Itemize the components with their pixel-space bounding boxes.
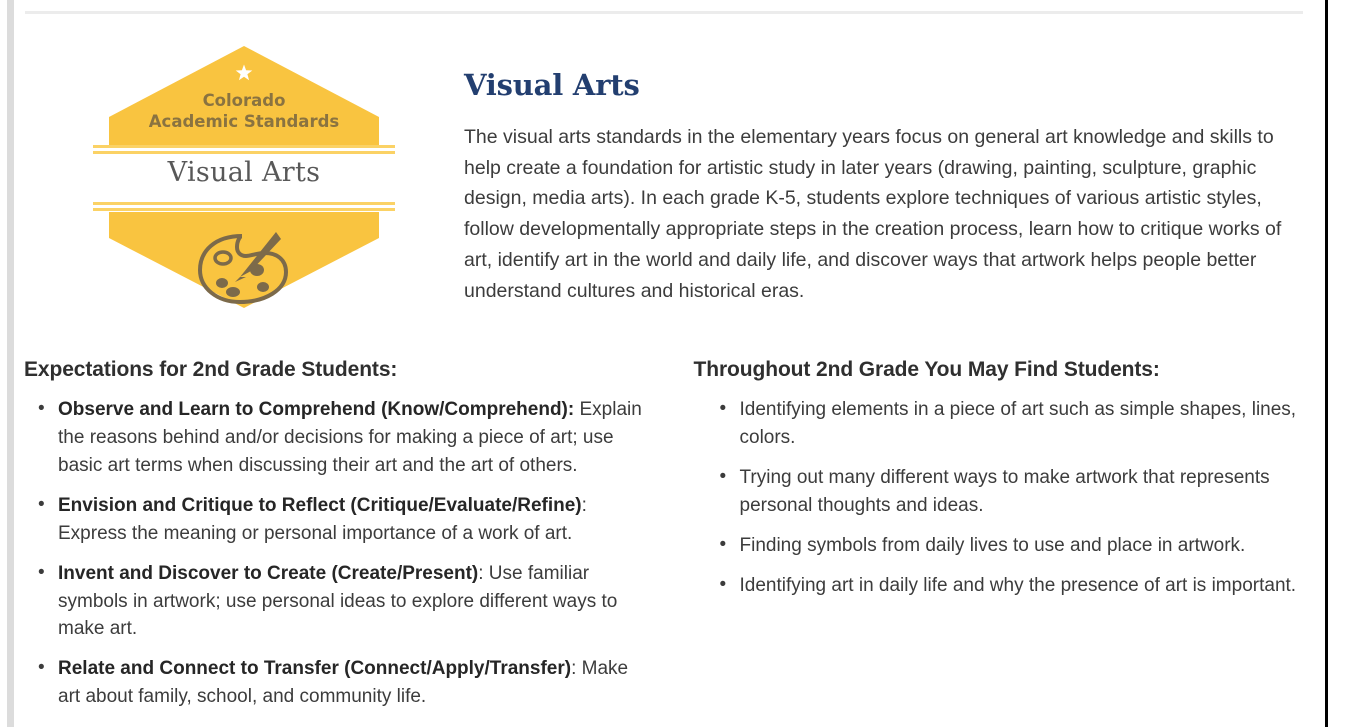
- star-icon: [235, 64, 253, 82]
- list-item: • Trying out many different ways to make artwork that represents personal thoughts and ideas.: [740, 464, 1316, 520]
- throughout-column: [670, 358, 1316, 723]
- badge-line-colorado: Colorado: [202, 91, 286, 110]
- intro-block: [464, 30, 1315, 307]
- list-item: [58, 655, 652, 711]
- badge-rule-top-2: [93, 151, 395, 154]
- paint-palette-icon: [193, 230, 295, 308]
- page-right-border: [1325, 0, 1328, 727]
- list-item: • Identifying elements in a piece of art such as simple shapes, lines, colors.: [740, 396, 1316, 452]
- page-title: Visual Arts: [464, 68, 640, 102]
- hero-section: [14, 14, 1325, 312]
- badge-rule-top-1: [93, 145, 395, 148]
- expectations-list: [24, 396, 652, 711]
- badge-container: [24, 30, 464, 312]
- intro-paragraph: The visual arts standards in the elementary years focus on general art knowledge and skills to help create a foundation for artistic study in later years (drawing, painting, sculpture, graphic design, media arts). In each grade K-5, students explore techniques of various artistic styles, follow developmentally appropriate steps in the creation process, learn how to critique works of art, identify art in the world and daily life, and discover ways that artwork helps people better understand cultures and historical eras.: [464, 125, 1282, 302]
- list-item: [58, 396, 652, 480]
- badge-line-academic-standards: Academic Standards: [148, 112, 340, 131]
- expectations-item-rest: : Use familiar symbols in artwork; use personal ideas to explore different ways to make art.: [58, 562, 618, 640]
- badge-rule-bottom-1: [93, 202, 395, 205]
- expectations-item-rest: : Make art about family, school, and community life.: [58, 658, 629, 708]
- list-item: [58, 560, 652, 644]
- expectations-item-lead: Observe and Learn to Comprehend (Know/Comprehend):: [58, 399, 575, 420]
- two-column-section: [14, 312, 1325, 723]
- badge-rule-bottom-2: [93, 208, 395, 211]
- throughout-heading: Throughout 2nd Grade You May Find Students:: [693, 358, 1160, 381]
- document-page: [14, 14, 1325, 727]
- expectations-item-lead: Relate and Connect to Transfer (Connect/Apply/Transfer): [58, 658, 572, 680]
- list-item: • Finding symbols from daily lives to use and place in artwork.: [740, 532, 1316, 560]
- expectations-column: [24, 358, 670, 723]
- expectations-item-lead: Envision and Critique to Reflect (Critique/Evaluate/Refine): [58, 494, 582, 516]
- left-scroll-rail: [7, 0, 14, 727]
- expectations-item-rest: : Express the meaning or personal importance of a work of art.: [58, 494, 587, 544]
- badge-subject-label: Visual Arts: [167, 157, 321, 188]
- throughout-list: [688, 396, 1316, 600]
- expectations-item-rest: Explain the reasons behind and/or decisions for making a piece of art; use basic art terms when discussing their art and the art of others.: [58, 399, 642, 476]
- colorado-academic-standards-badge: [93, 42, 395, 312]
- expectations-item-lead: Invent and Discover to Create (Create/Present): [58, 562, 479, 584]
- list-item: [58, 492, 652, 548]
- expectations-heading: Expectations for 2nd Grade Students:: [24, 358, 398, 381]
- list-item: • Identifying art in daily life and why the presence of art is important.: [740, 572, 1316, 600]
